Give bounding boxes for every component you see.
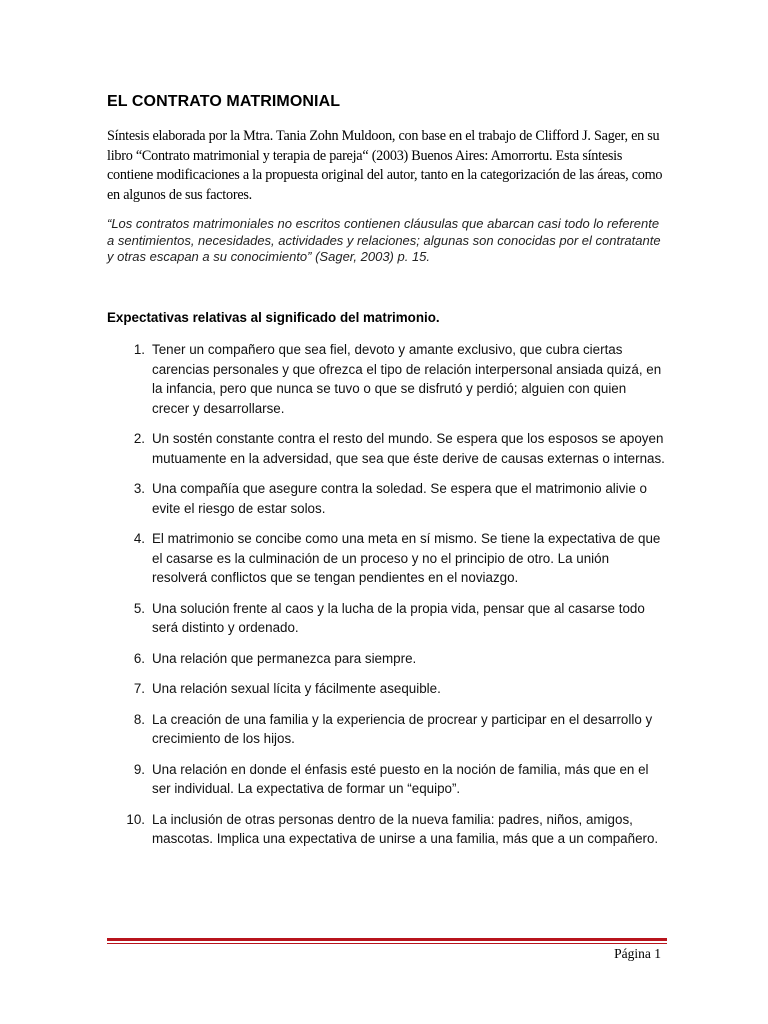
- list-item-number: 8.: [133, 711, 145, 727]
- list-item-text: La creación de una familia y la experiencia de procrear y participar en el desarrollo y crecimiento de los hijos.: [152, 711, 653, 746]
- list-item-number: 5.: [133, 600, 145, 616]
- quote-paragraph: “Los contratos matrimoniales no escritos contienen cláusulas que abarcan casi todo lo referente a sentimientos, necesidades, actividades y relaciones; algunas son conocidas por el contratante y otras escapan a su conocimiento” (Sager, 2003) p. 15.: [107, 216, 661, 264]
- list-item-number: 7.: [133, 681, 145, 696]
- list-item-text: Una solución frente al caos y la lucha de la propia vida, pensar que al casarse todo será distinto y ordenado.: [152, 600, 645, 635]
- list-item-text: El matrimonio se concibe como una meta en sí mismo. Se tiene la expectativa de que el casarse es la culminación de un proceso y no el principio de otro. La unión resolverá conflictos que se tengan pendientes en el noviazgo.: [152, 531, 661, 585]
- list-item: [107, 429, 667, 468]
- list-item-number: 10.: [126, 811, 145, 827]
- list-item-text: Un sostén constante contra el resto del mundo. Se espera que los esposos se apoyen mutuamente en la adversidad, que sea que éste derive de causas externas o internas.: [152, 431, 665, 466]
- list-item: [107, 760, 667, 799]
- page-number: Página 1: [614, 946, 661, 961]
- list-item-text: Una relación en donde el énfasis esté puesto en la noción de familia, más que en el ser individual. La expectativa de formar un “equipo”.: [152, 761, 649, 796]
- list-item: [107, 679, 667, 699]
- list-item-text: Tener un compañero que sea fiel, devoto y amante exclusivo, que cubra ciertas carencias personales y que ofrezca el tipo de relación interpersonal ansiada quizá, en la infancia, pero que nunca se tuvo o que se disfrutó y perdió; alguien con quien crecer y desarrollarse.: [152, 342, 662, 416]
- list-item: [107, 810, 667, 849]
- document-title: EL CONTRATO MATRIMONIAL: [107, 93, 341, 110]
- footer-rule-thin: [107, 943, 667, 944]
- footer-rule: [107, 938, 667, 944]
- intro-paragraph: Síntesis elaborada por la Mtra. Tania Zohn Muldoon, con base en el trabajo de Clifford J. Sager, en su libro “Contrato matrimonial y terapia de pareja“ (2003) Buenos Aires: Amorrortu. Esta síntesis contiene modificaciones a la propuesta original del autor, tanto en la categorización de las áreas, como en algunos de sus factores.: [107, 128, 663, 203]
- list-item-number: 1.: [133, 342, 145, 357]
- list-item: [107, 599, 667, 638]
- list-item-number: 2.: [133, 431, 145, 446]
- list-item-number: 9.: [133, 761, 145, 777]
- footer-rule-thick: [107, 938, 667, 941]
- section-heading: Expectativas relativas al significado del matrimonio.: [107, 310, 440, 325]
- list-item-number: 3.: [133, 481, 145, 496]
- list-item: [107, 340, 667, 418]
- list-item: [107, 649, 667, 669]
- list-item: [107, 710, 667, 749]
- list-item: [107, 529, 667, 588]
- list-item-text: Una compañía que asegure contra la soledad. Se espera que el matrimonio alivie o evite el riesgo de estar solos.: [152, 481, 648, 516]
- list-item-text: Una relación que permanezca para siempre.: [152, 650, 417, 666]
- list-item-text: La inclusión de otras personas dentro de la nueva familia: padres, niños, amigos, mascotas. Implica una expectativa de unirse a una familia, más que a un compañero.: [152, 811, 659, 846]
- expectations-list: [107, 340, 667, 860]
- list-item-text: Una relación sexual lícita y fácilmente asequible.: [152, 681, 441, 696]
- list-item-number: 6.: [133, 650, 145, 666]
- list-item: [107, 479, 667, 518]
- list-item-number: 4.: [133, 531, 145, 546]
